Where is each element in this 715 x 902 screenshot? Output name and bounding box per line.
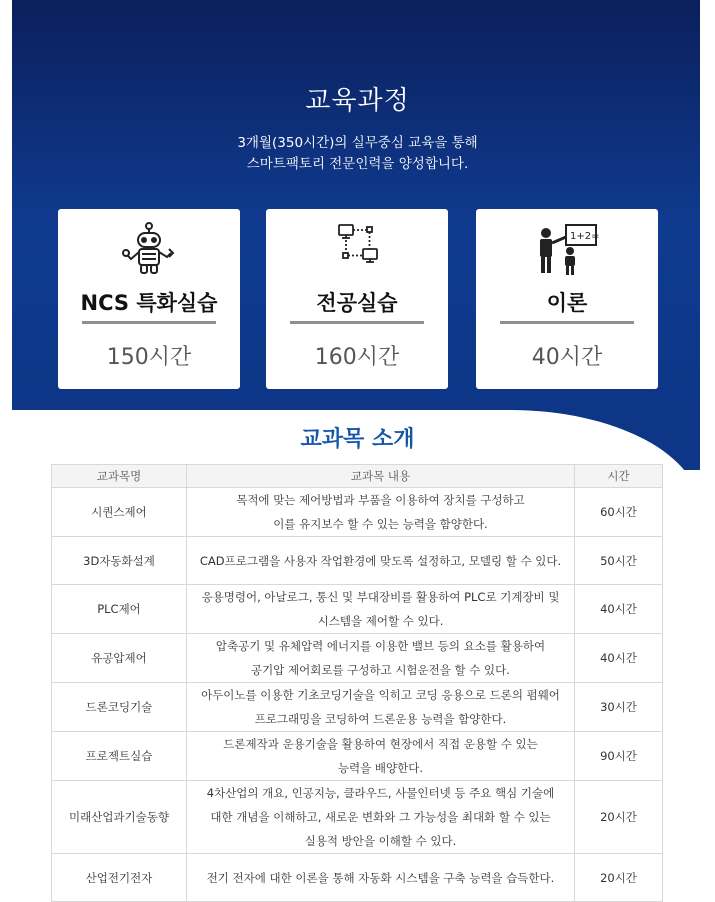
- course-content: 응용명령어, 아날로그, 통신 및 부대장비를 활용하여 PLC로 기계장비 및 시스템을 제어할 수 있다.: [187, 585, 575, 634]
- course-content: 압축공기 및 유체압력 에너지를 이용한 밸브 등의 요소를 활용하여 공기압 제어회로를 구성하고 시험운전을 할 수 있다.: [187, 634, 575, 683]
- card-divider: [500, 321, 634, 324]
- course-hours: 20시간: [575, 781, 663, 854]
- card-theory: [476, 209, 658, 389]
- teacher-icon: [476, 219, 658, 279]
- table-header-row: [52, 465, 663, 488]
- course-name: 드론코딩기술: [52, 683, 187, 732]
- course-name: 프로젝트실습: [52, 732, 187, 781]
- course-content: 4차산업의 개요, 인공지능, 클라우드, 사물인터넷 등 주요 핵심 기술에 대한 개념을 이해하고, 새로운 변화와 그 가능성을 최대화 할 수 있는 실용적 방안을 이해할 수 있다.: [187, 781, 575, 854]
- card-label: 전공실습: [316, 291, 398, 315]
- svg-text:1+2=: 1+2=: [570, 231, 600, 242]
- card-hours: 160시간: [314, 345, 400, 370]
- column-header: 시간: [575, 465, 663, 488]
- card-hours: 40시간: [531, 345, 603, 370]
- table-row: [52, 634, 663, 683]
- table-row: [52, 585, 663, 634]
- table-row: [52, 854, 663, 902]
- card-major-practice: [266, 209, 448, 389]
- hero-subtitle-line2: 스마트팩토리 전문인력을 양성합니다.: [246, 156, 469, 172]
- course-name: 3D자동화설계: [52, 537, 187, 585]
- course-hours: 60시간: [575, 488, 663, 537]
- column-header: 교과목명: [52, 465, 187, 488]
- course-hours: 50시간: [575, 537, 663, 585]
- table-row: [52, 488, 663, 537]
- section-title: 교과목 소개: [300, 427, 415, 452]
- hero-subtitle-line1: 3개월(350시간)의 실무중심 교육을 통해: [237, 135, 478, 151]
- page-title: 교육과정: [305, 86, 410, 116]
- curriculum-table: [51, 464, 663, 902]
- course-hours: 30시간: [575, 683, 663, 732]
- course-content: 아두이노를 이용한 기초코딩기술을 익히고 코딩 응용으로 드론의 펌웨어 프로그래밍을 코딩하여 드론운용 능력을 함양한다.: [187, 683, 575, 732]
- table-row: [52, 683, 663, 732]
- table-row: [52, 537, 663, 585]
- robot-icon: [58, 219, 240, 279]
- course-content: CAD프로그램을 사용자 작업환경에 맞도록 설정하고, 모델링 할 수 있다.: [187, 537, 575, 585]
- card-divider: [82, 321, 216, 324]
- card-divider: [290, 321, 424, 324]
- course-hours: 90시간: [575, 732, 663, 781]
- card-label: 이론: [546, 291, 588, 315]
- course-name: 시퀀스제어: [52, 488, 187, 537]
- course-content: 드론제작과 운용기술을 활용하여 현장에서 직접 운용할 수 있는 능력을 배양한다.: [187, 732, 575, 781]
- course-name: 산업전기전자: [52, 854, 187, 902]
- course-content: 전기 전자에 대한 이론을 통해 자동화 시스템을 구축 능력을 습득한다.: [187, 854, 575, 902]
- course-content: 목적에 맞는 제어방법과 부품을 이용하여 장치를 구성하고 이를 유지보수 할 수 있는 능력을 함양한다.: [187, 488, 575, 537]
- table-row: [52, 781, 663, 854]
- course-name: 유공압제어: [52, 634, 187, 683]
- table-row: [52, 732, 663, 781]
- course-name: 미래산업과기술동향: [52, 781, 187, 854]
- column-header: 교과목 내용: [187, 465, 575, 488]
- course-hours: 40시간: [575, 634, 663, 683]
- card-hours: 150시간: [106, 345, 192, 370]
- course-hours: 20시간: [575, 854, 663, 902]
- card-label: NCS 특화실습: [80, 291, 218, 315]
- course-hours: 40시간: [575, 585, 663, 634]
- course-name: PLC제어: [52, 585, 187, 634]
- card-ncs-practice: [58, 209, 240, 389]
- network-icon: [266, 219, 448, 279]
